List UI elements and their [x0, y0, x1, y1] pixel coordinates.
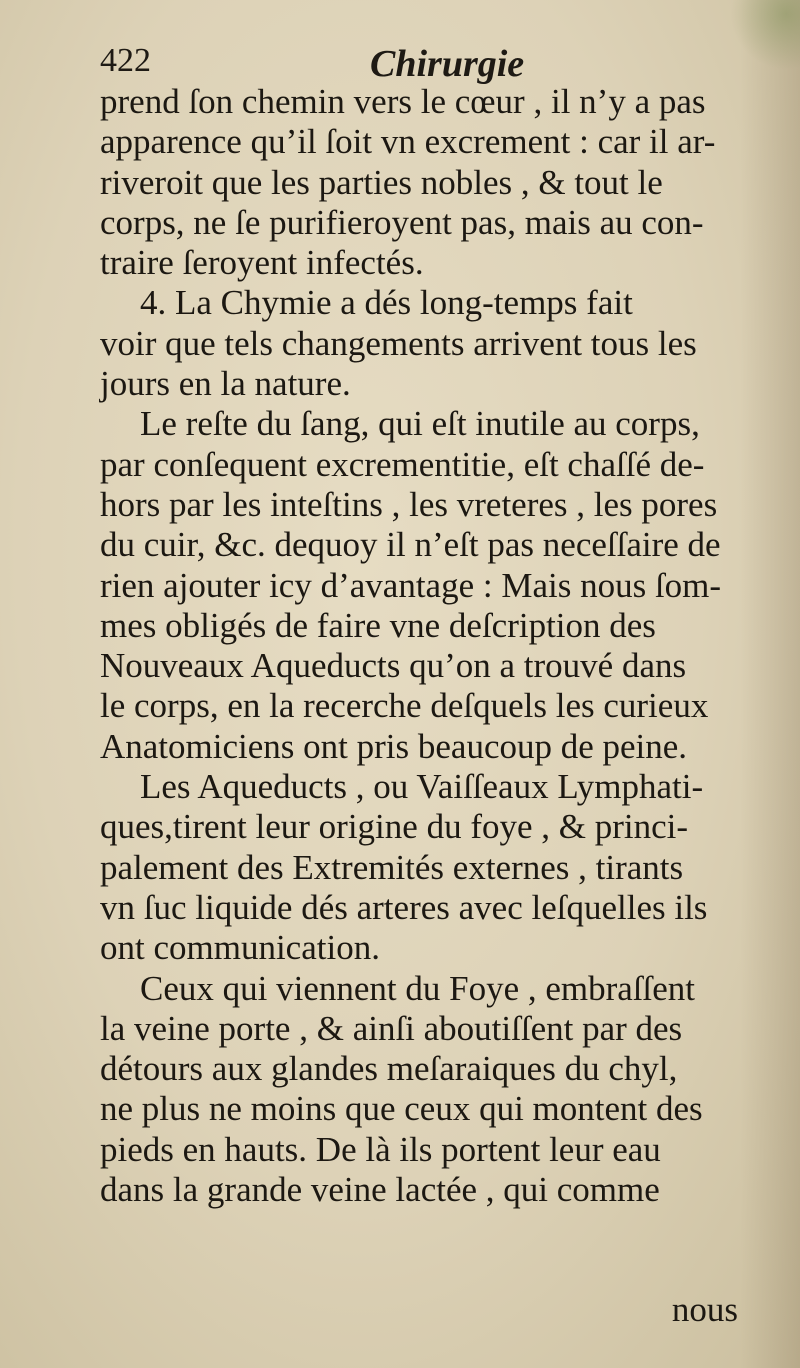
- page-number: 422: [100, 42, 151, 79]
- text-line: palement des Extremités externes , tirants: [100, 847, 684, 887]
- text-line: hors par les inteſtins , les vreteres , les pores: [100, 484, 718, 524]
- text-line: traire ſeroyent infectés.: [100, 243, 424, 283]
- text-line: la veine porte , & ainſi aboutiſſent par des: [100, 1008, 683, 1048]
- text-line: Le reſte du ſang, qui eſt inutile au corps,: [140, 404, 700, 444]
- text-line: ques,tirent leur origine du foye , & princi-: [100, 807, 689, 847]
- text-line: ne plus ne moins que ceux qui montent des: [100, 1089, 703, 1129]
- text-line: voir que tels changements arrivent tous les: [100, 323, 697, 363]
- text-line: riveroit que les parties nobles , & tout le: [100, 162, 663, 202]
- text-line: apparence qu’il ſoit vn excrement : car il ar-: [100, 122, 716, 162]
- text-line: ont communication.: [100, 928, 380, 968]
- text-line: jours en la nature.: [100, 364, 351, 404]
- text-line: Ceux qui viennent du Foye , embraſſent: [140, 968, 696, 1008]
- text-line: prend ſon chemin vers le cœur , il n’y a pas: [100, 82, 706, 121]
- text-line: rien ajouter icy d’avantage : Mais nous ſom-: [100, 565, 722, 605]
- text-line: corps, ne ſe purifieroyent pas, mais au con-: [100, 202, 704, 242]
- text-line: pieds en hauts. De là ils portent leur eau: [100, 1129, 661, 1169]
- text-line: du cuir, &c. dequoy il n’eſt pas neceſſaire de: [100, 525, 721, 565]
- text-line: Anatomiciens ont pris beaucoup de peine.: [100, 726, 688, 766]
- corner-stain: [730, 0, 800, 70]
- text-line: Nouveaux Aqueducts qu’on a trouvé dans: [100, 646, 687, 686]
- text-line: 4. La Chymie a dés long-temps fait: [140, 283, 633, 323]
- catchword: nous: [671, 1290, 738, 1329]
- text-line: détours aux glandes meſaraiques du chyl,: [100, 1049, 678, 1089]
- text-line: le corps, en la recerche deſquels les curieux: [100, 686, 709, 726]
- text-line: par conſequent excrementitie, eſt chaſſé de-: [100, 444, 705, 484]
- text-line: Les Aqueducts , ou Vaiſſeaux Lymphati-: [140, 767, 704, 807]
- text-line: mes obligés de faire vne deſcription des: [100, 605, 656, 645]
- running-title: Chirurgie: [370, 43, 525, 85]
- text-line: dans la grande veine lactée , qui comme: [100, 1170, 660, 1210]
- text-line: vn ſuc liquide dés arteres avec leſquelles ils: [100, 887, 708, 927]
- body-text: [100, 82, 770, 1210]
